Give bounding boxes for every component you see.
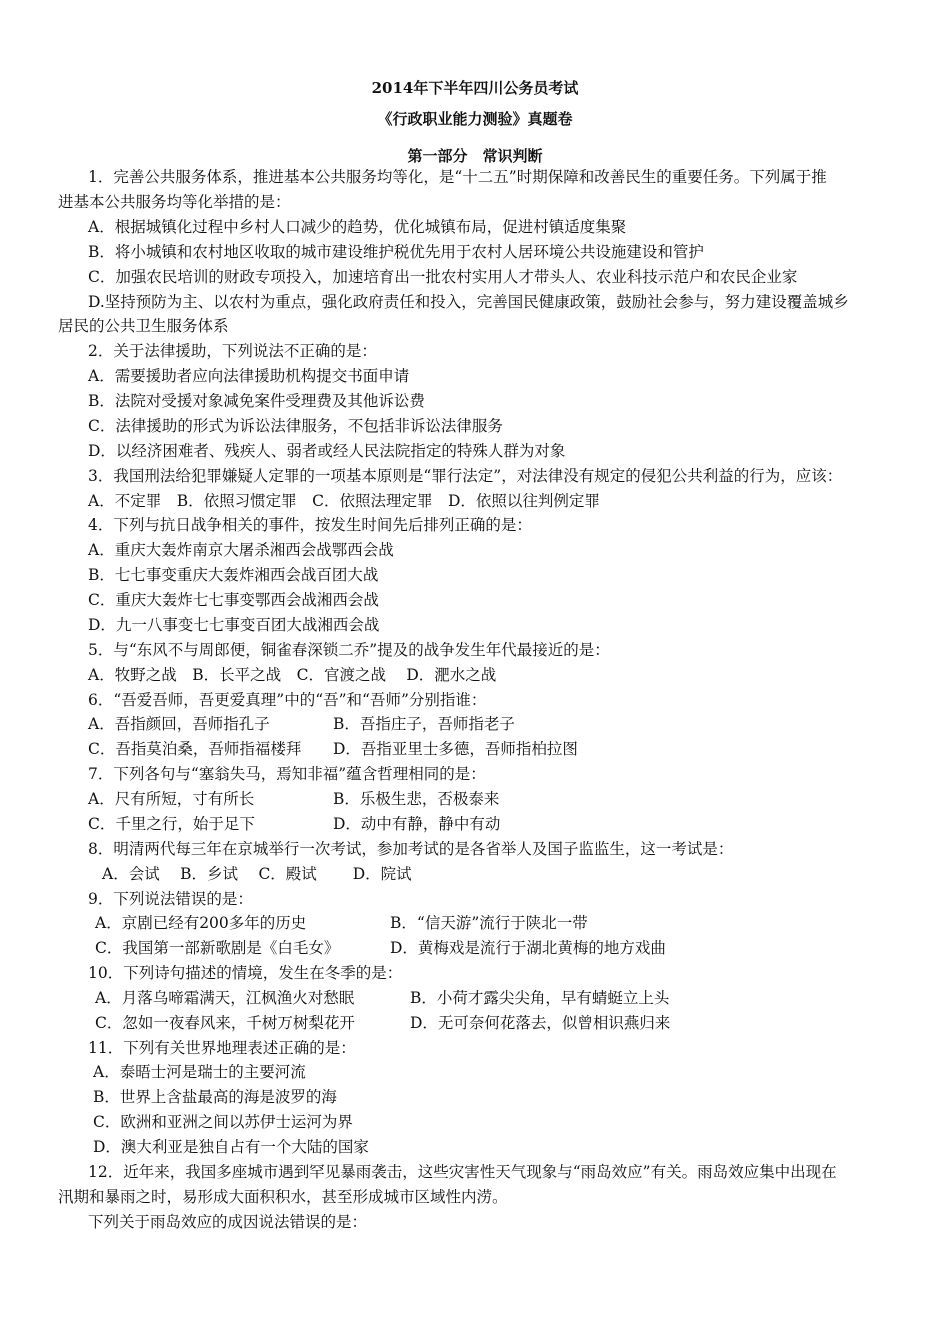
question-1-stem: 1．完善公共服务体系，推进基本公共服务均等化，是“十二五”时期保障和改善民生的重要任务。下列属于推 <box>88 168 827 186</box>
question-3-stem: 3．我国刑法给犯罪嫌疑人定罪的一项基本原则是“罪行法定”，对法律没有规定的侵犯公共利益的行为，应该： <box>88 467 843 485</box>
question-8-options: A．会试 B．乡试 C．殿试 D．院试 <box>102 865 412 883</box>
question-10-option-d: D．无可奈何花落去，似曾相识燕归来 <box>410 1014 671 1032</box>
question-6-stem: 6．“吾爱吾师，吾更爱真理”中的“吾”和“吾师”分别指谁： <box>88 691 487 709</box>
question-7-option-d: D．动中有静，静中有动 <box>333 815 501 833</box>
question-9-stem: 9．下列说法错误的是： <box>88 890 253 908</box>
section-heading: 第一部分 常识判断 <box>407 147 543 165</box>
question-11-stem: 11．下列有关世界地理表述正确的是： <box>88 1039 356 1057</box>
question-4-option-a: A．重庆大轰炸南京大屠杀湘西会战鄂西会战 <box>88 541 394 559</box>
question-12-stem: 12．近年来，我国多座城市遇到罕见暴雨袭击，这些灾害性天气现象与“雨岛效应”有关。雨岛效应集中出现在 <box>88 1163 837 1181</box>
question-1-option-b: B．将小城镇和农村地区收取的城市建设维护税优先用于农村人居环境公共设施建设和管护 <box>88 243 704 261</box>
question-7-option-b: B．乐极生悲，否极泰来 <box>333 790 500 808</box>
question-7-option-a: A．尺有所短，寸有所长 <box>88 790 255 808</box>
question-2-stem: 2．关于法律援助，下列说法不正确的是： <box>88 342 377 360</box>
question-10-option-b: B．小荷才露尖尖角，早有蜻蜓立上头 <box>410 989 670 1007</box>
question-2-option-b: B．法院对受援对象减免案件受理费及其他诉讼费 <box>88 392 425 410</box>
question-10-stem: 10．下列诗句描述的情境，发生在冬季的是： <box>88 964 403 982</box>
question-2-option-d: D．以经济困难者、残疾人、弱者或经人民法院指定的特殊人群为对象 <box>88 442 566 460</box>
question-3-options: A．不定罪 B．依照习惯定罪 C．依照法理定罪 D．依照以往判例定罪 <box>88 492 600 510</box>
question-6-option-d: D．吾指亚里士多德，吾师指柏拉图 <box>333 740 578 758</box>
question-7-option-c: C．千里之行，始于足下 <box>88 815 255 833</box>
question-5-stem: 5．与“东风不与周郎便，铜雀春深锁二乔”提及的战争发生年代最接近的是： <box>88 641 610 659</box>
question-9-option-c: C．我国第一部新歌剧是《白毛女》 <box>95 939 340 957</box>
question-9-option-a: A．京剧已经有200多年的历史 <box>95 914 307 932</box>
question-6-option-b: B．吾指庄子，吾师指老子 <box>333 715 515 733</box>
question-4-option-b: B．七七事变重庆大轰炸湘西会战百团大战 <box>88 566 379 584</box>
question-2-option-c: C．法律援助的形式为诉讼法律服务，不包括非诉讼法律服务 <box>88 417 503 435</box>
question-11-option-b: B．世界上含盐最高的海是波罗的海 <box>93 1088 337 1106</box>
question-2-option-a: A．需要援助者应向法律援助机构提交书面申请 <box>88 367 410 385</box>
question-8-stem: 8．明清两代每三年在京城举行一次考试，参加考试的是各省举人及国子监监生，这一考试是： <box>88 840 734 858</box>
question-12-prompt: 下列关于雨岛效应的成因说法错误的是： <box>88 1213 368 1231</box>
exam-title: 2014年下半年四川公务员考试 <box>371 79 579 97</box>
question-1-option-a: A．根据城镇化过程中乡村人口减少的趋势，优化城镇布局，促进村镇适度集聚 <box>88 218 627 236</box>
question-6-option-a: A．吾指颜回，吾师指孔子 <box>88 715 270 733</box>
question-11-option-c: C．欧洲和亚洲之间以苏伊士运河为界 <box>93 1113 353 1131</box>
question-11-option-a: A．泰晤士河是瑞士的主要河流 <box>93 1063 306 1081</box>
exam-subtitle: 《行政职业能力测验》真题卷 <box>377 110 573 128</box>
question-10-option-c: C．忽如一夜春风来，千树万树梨花开 <box>95 1014 355 1032</box>
question-4-option-c: C．重庆大轰炸七七事变鄂西会战湘西会战 <box>88 591 379 609</box>
question-6-option-c: C．吾指莫泊桑，吾师指福楼拜 <box>88 740 302 758</box>
question-4-stem: 4．下列与抗日战争相关的事件，按发生时间先后排列正确的是： <box>88 516 532 534</box>
question-9-option-d: D．黄梅戏是流行于湖北黄梅的地方戏曲 <box>390 939 666 957</box>
question-10-option-a: A．月落乌啼霜满天，江枫渔火对愁眠 <box>95 989 355 1007</box>
question-5-options: A．牧野之战 B．长平之战 C．官渡之战 D．淝水之战 <box>88 666 497 684</box>
question-9-option-b: B．“信天游”流行于陕北一带 <box>390 914 588 932</box>
question-12-stem-cont: 汛期和暴雨之时，易形成大面积积水，甚至形成城市区域性内涝。 <box>58 1188 508 1206</box>
question-7-stem: 7．下列各句与“塞翁失马，焉知非福”蕴含哲理相同的是： <box>88 765 486 783</box>
question-1-stem-cont: 进基本公共服务均等化举措的是： <box>58 193 291 211</box>
question-1-option-d-cont: 居民的公共卫生服务体系 <box>58 317 229 335</box>
question-1-option-c: C．加强农民培训的财政专项投入，加速培育出一批农村实用人才带头人、农业科技示范户和农民企业家 <box>88 268 798 286</box>
question-4-option-d: D．九一八事变七七事变百团大战湘西会战 <box>88 616 380 634</box>
question-11-option-d: D．澳大利亚是独自占有一个大陆的国家 <box>93 1138 369 1156</box>
question-1-option-d: D.坚持预防为主、以农村为重点，强化政府责任和投入，完善国民健康政策，鼓励社会参与，努力建设覆盖城乡 <box>88 293 849 311</box>
